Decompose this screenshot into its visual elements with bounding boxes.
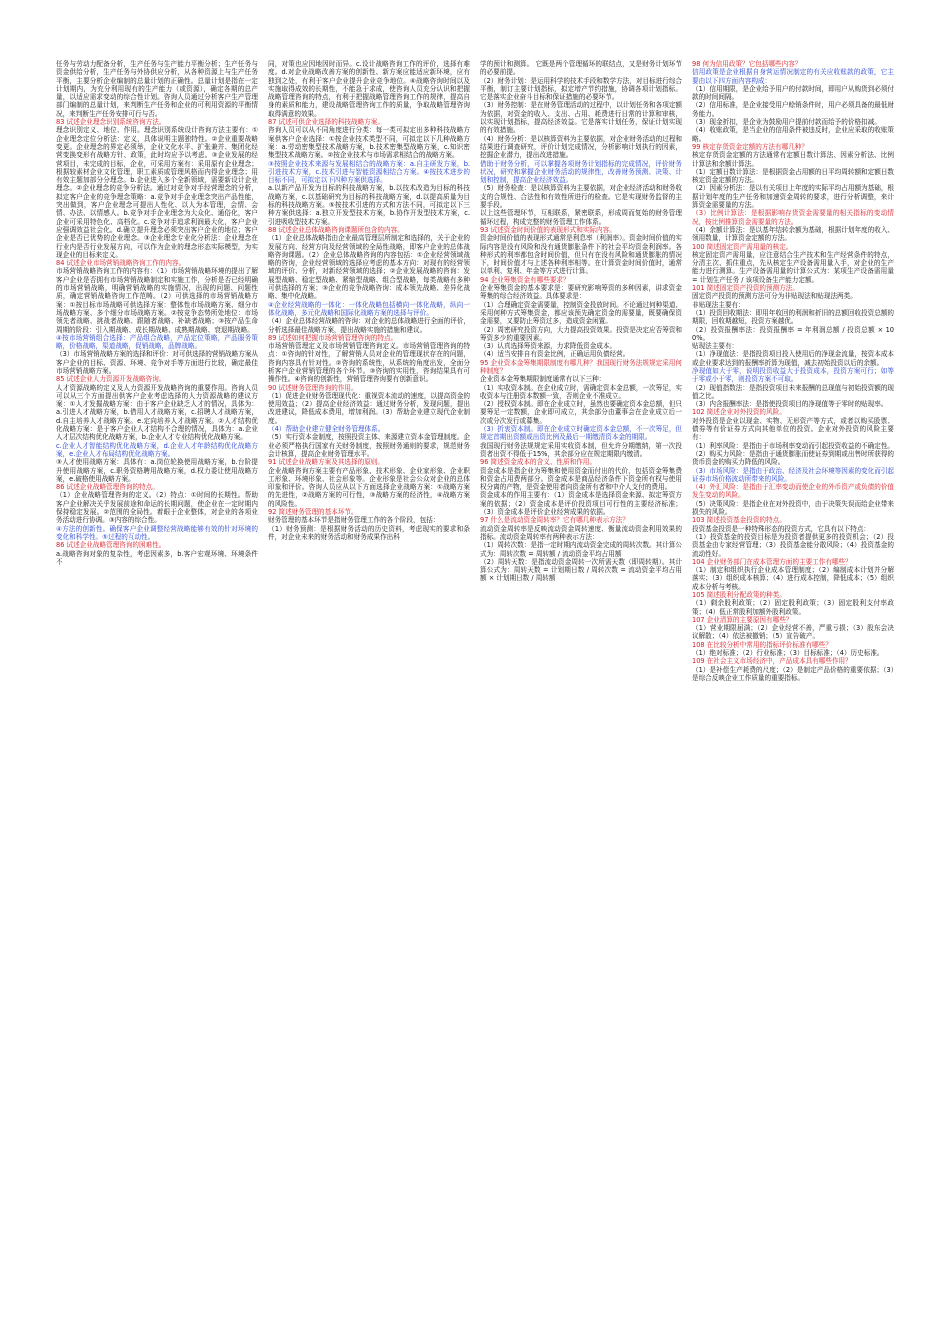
- paragraph: （1）净现值法：是指投资项目投入使用后的净现金流量，按资本成本或企业要求达到的报酬率折算为现值，减去初始投资以后的余额。: [692, 350, 894, 367]
- question-heading: 105 简述股利分配政策的种类。: [692, 591, 786, 599]
- paragraph: 核定固定资产需用量，应注意结合生产技术和生产经营条件的特点，分清主次、抓住重点，先从核定生产设备需用量入手，对企业的生产能力进行测算。生产设备需用量的计算公式为：某项生产设备需用量 = 计划生产任务 / 该项设备生产能力定额。: [692, 250, 894, 284]
- paragraph: 资金时间价值的表现形式通常是利息率（利润率）。资金时间价值的实际内容是没有风险和没有通货膨胀条件下的社会平均资金利润率。各种形式的利率都包含时间价值，但只有在没有风险和通货膨胀的情况下，时间价值才与上述各种利率相等。在计算资金时间价值时，通常以单利、复利、年金等方式进行计算。: [480, 234, 682, 276]
- paragraph: 企业资本金筹集期限制度通常有以下三种：: [480, 375, 606, 384]
- paragraph: ③人才使用战略方案：具体有：a.岗位轮换使用战略方案，b.台阶提升使用战略方案，c.职务资格聘用战略方案，d.权力委让使用战略方案，e.破格使用战略方案。: [56, 458, 258, 483]
- paragraph: （5）实行资本金制度，按照投资主体、来源建立资本金管理制度。企业必须严格执行国家有关财务制度，按照财务通则的要求，规范财务会计核算，提高企业财务管理水平。: [268, 433, 470, 458]
- paragraph: 任务与劳动力配备分析，生产任务与生产能力平衡分析；生产任务与资金供给分析，生产任务与外协供应分析，从各种资源上与生产任务平衡，主要分析企业编制的总量计划的正确性。总量计划是指在一定计划期内，为充分利用现有的生产能力（或资源），确定各期的总产量，以适应需求变动的综合性计划。咨询人员通过分析客户生产管理部门编制的总量计划，来判断生产任务和企业的可利用资源的平衡情况，来判断生产任务安排可行与否。: [56, 60, 258, 118]
- question-heading: 97 什么是流动资金周转率？它有哪几种表示方法？: [480, 516, 629, 525]
- question-heading: （3）比例计算法：是根据影响存货资金需要量的相关指标的变动情况，按比例推算资金需要量的方法。: [692, 209, 894, 226]
- paragraph: （1）企业总体战略指由企业最高管理层所制定和选择的，关于企业的发展方向、经营方向及经营领域的全局性战略，即客户企业的总体战略咨询课题。（2）企业总体战略咨询的内容包括：①企业经营领域战略的咨询，企业经营领域的选择应考虑的基本方向：对现有的经营领域的评价、分析，对新经营领域的选择；②企业发展战略的咨询：发展型战略、稳定型战略、紧缩型战略、组合型战略，每类战略有多种可供选择的方案；③企业的竞争战略咨询：成本领先战略、差异化战略、集中化战略。: [268, 234, 470, 301]
- paragraph: 投资基金投资是一种特殊形态的投资方式，它具有以下特点：: [692, 524, 871, 533]
- paragraph: （3）内含报酬率法：是指使投资项目的净现值等于零时的贴现率。: [692, 400, 888, 409]
- paragraph: （3）折衷资本制。即在企业成立时确定资本金总额，不一次筹足，但规定首期出资额或出资比例及最后一期缴清资本金的期限。: [480, 425, 682, 442]
- paragraph: （5）财务检查：是以核算资料为主要依据，对企业经济活动和财务收支的合规性、合法性和有效性所进行的检查。它是实现财务监督的主要手段。: [480, 184, 682, 210]
- paragraph: 固定资产投资的预测方法可分为非贴现法和贴现法两类。: [692, 292, 857, 301]
- paragraph: （1）促进企业财务管理现代化：重视资本流动的速度，以提高资金的使用效益；（2）提高企业经济效益：通过财务分析，发现问题，提出改进建议，降低成本费用，增加利润。（3）帮助企业建立现代企业制度。: [268, 391, 470, 425]
- paragraph: （5）决策风险：是指企业在对外投资中，由于决策失误而给企业带来损失的风险。: [692, 499, 894, 517]
- paragraph: （1）营业期限届满；（2）企业经营不善，严重亏损；（3）股东会决议解散；（4）依法被撤销；（5）宣告破产。: [692, 624, 894, 641]
- question-heading: 89 试述如何把握市场营销管理咨询的特点。: [268, 333, 398, 342]
- paragraph: 以上这些管理环节，互相联系，紧密联系，形成周而复始的财务管理循环过程，构成完整的财务管理工作体系。: [480, 209, 682, 226]
- paragraph: （1）定额日数计算法：是根据资金占用额的日平均周转额和定额日数核定资金定额的方法。: [692, 167, 894, 185]
- question-heading: 83 试述企业理念识别系统咨询方法。: [56, 118, 166, 127]
- question-heading: 92 简述财务管理的基本环节。: [268, 508, 358, 517]
- question-heading: 88 试述企业总体战略咨询课题所包含的内容。: [268, 225, 404, 234]
- paragraph: （3）财务控制：是在财务管理活动的过程中，以计划任务和各项定额为依据，对资金的收入、支出、占用、耗费进行日常的计算和审核，以实现计划指标，提高经济效益。它是落实计划任务，保证计划实现的有效措施。: [480, 101, 682, 135]
- paragraph: （2）信用标准，是企业接受用户赊销条件时，用户必须具备的最低财务能力。: [692, 101, 894, 118]
- question-heading: 91 试述企业战略方案及其选择的原则。: [268, 458, 384, 467]
- paragraph: 市场营销战略咨询工作的内容有：（1）市场营销战略环境的提出了解客户企业是否拥有市场营销战略制定和实施工作，分析是否已经明确的市场营销战略，明确营销战略的实施情况，出现的问题、问题性质，确定营销战略咨询工作范畴。（2）可供选择的市场营销战略方案：①按目标市场战略可供选择方案：整体性市场战略方案、细分市场战略方案、多个细分市场战略方案。②按竞争态势所处地位：市场领先者战略、挑战者战略、跟随者战略、补缺者战略；③按产品生命周期的阶段：引入期战略、成长期战略、成熟期战略、衰退期战略。: [56, 267, 258, 334]
- paragraph: 非贴现法主要有：: [692, 300, 745, 309]
- paragraph: ③按照企业技术来源与发展相结合的战略方案：a.自主研发方案，b.引进技术方案，c.技术引进与智能资源相结合方案。④按技术进步的目标不同，可拟定以下四种方案供选择。: [268, 159, 470, 185]
- paragraph: 同，对策也应因地因时而异。c.设计战略咨询工作的评价，选择有难度。d.对企业战略改善方案的创新性、新方案应能适应新环境，应有独到之处，有利于客户企业提升企业竞争地位。⑥战略咨询时间以及实施取得成效的长期性，不能急于求成，使咨询人员充分认识和把握战略管理咨询的特点，有利于把握战略管理咨询工作的规律，提高自身的素质和能力，建设战略管理咨询工作的质量，争取战略管理咨询取得满意的效果。: [268, 60, 470, 118]
- paragraph: 核定存货资金定额的方法通常有定额日数计算法、因素分析法、比例计算法和余额计算法。: [692, 151, 894, 168]
- question-heading: 98 何为信用政策？它包括哪些内容？: [692, 60, 802, 68]
- paragraph: （1）财务预测：是根据财务活动的历史资料，考虑现实的要求和条件，对企业未来的财务活动和财务成果作出科: [268, 524, 470, 541]
- paragraph: （2）周密研究投资方向，大力提高投资效果。投资是决定应否筹资和筹资多少的重要因素。: [480, 325, 682, 342]
- question-heading: 101 简述固定资产投资的预测方法。: [692, 284, 799, 293]
- paragraph: 企业筹集资金的基本要求是：要研究影响筹资的多种因素，讲求资金筹集的综合经济效益。具体要求是：: [480, 284, 682, 301]
- column-2: [268, 60, 470, 1304]
- paragraph: 理念识别定义、地位、作用。理念识别系统设计咨询方法主要有：①企业理念定位分析法：定义，具体说明主题独特性。②企业重要战略变更。企业理念的界定必须举，企业文化水平、扩张兼并、集团化经营变换变形有战略方针、政策，此时均应予以考虑。③企业发展的经营项目，未完成的目标，企业，可采用方案有：采用原有企业理念；根据较素材企业文化管理，职工素质或管理风格而内得企业理念；用有效主题加部分分理念。b.企业进入多个全新领域，需要新设计企业理念。②企业理念的竞争分析法。通过对竞争对手经营理念的分析，拟定客户企业的竞争理念策略：a.竞争对手企业理念突出产品性能，突出做到，客户企业理念可提出人性化、以人为本管理，会情、会情、办法、以情感人。b.竞争对手企业理念为大众化、通俗化，客户企业可采用特色化、高档化。c.竞争对手追求利润最大化，客户企业应强调效益社会化。d.确立提升理念必须突出客户企业的地位；客户企业是否已优势的企业理念。③企业理念专业化分析法：企业理念在行业内是否行业发展方向，可以作为企业的理念形态实际模型，为实现企业的目标来定义。: [56, 126, 258, 259]
- question-heading: 86 试述企业战略管理咨询的困难性。: [56, 541, 166, 550]
- question-heading: 99 核定存货资金定额的方法有哪几种？: [692, 142, 808, 151]
- paragraph: 财务管理的基本环节是指财务管理工作的各个阶段，包括：: [268, 516, 440, 525]
- paragraph: 咨询人员可以从不同角度进行分类：每一类可拟定出多种科技战略方案供客户企业选择：①按企业技术类型不同，可拟定以下几种战略方案：a.劳动密集型技术战略方案，b.技术密集型战略方案，c.知识密集型技术战略方案。②按企业技术与市场需求相结合的战略方案。: [268, 126, 470, 160]
- question-heading: 109 在社会主义市场经济中，产品成本具有哪些作用？: [692, 657, 852, 666]
- paragraph: 借助于财务分析，可以掌握各项财务计划指标的完成情况，评价财务状况，研究和掌握企业财务活动的规律性，改善财务预测、决策、计划和控制，提高企业经济效益。: [480, 159, 682, 185]
- paragraph: （1）企业战略管理咨询的定义。（2）特点：①时间的长期性。帮助客户企业解决关乎发展前途和命运的长期问题，使企业在一定时期内保持稳定发展。②范围的全局性。着眼于企业整体，对企业的各项业务活动进行协调。③内容的综合性。: [56, 491, 258, 525]
- paragraph: （2）投资报酬率法：投资报酬率 = 年利润总额 / 投资总额 × 100%。: [692, 325, 894, 342]
- paragraph: （1）实收资本制。在企业成立时，需确定资本金总额，一次筹足，实收资本与注册资本数额一致，否则企业不准成立。: [480, 383, 682, 400]
- paragraph: c.企业人才智能结构优化战略方案，d.企业人才年龄结构优化战略方案，e.企业人才布局结构优化战略方案。: [56, 441, 258, 458]
- paragraph: （3）认真选择筹资来源，力求降低资金成本。: [480, 342, 617, 351]
- question-heading: 96 简述资金成本的含义、性质和作用。: [480, 458, 596, 467]
- paragraph: （1）制定和组织执行企业成本管理制度；（2）编制成本计划并分解落实；（3）组织成本核算；（4）进行成本控制，降低成本；（5）组织成本分析与考核。: [692, 566, 894, 591]
- paragraph: （2）周转天数：是指流动资金周转一次所需天数（即周转期）。其计算公式为：周转天数 = 计划期日数 / 周转次数 = 流动资金平均占用额 × 计划期日数 / 周转额: [480, 557, 682, 583]
- paragraph: （4）收账政策，是当企业的信用条件被违反时，企业应采取的收账策略。: [692, 126, 894, 143]
- paragraph: 资金成本是指企业为筹集和使用资金而付出的代价，包括资金筹集费和资金占用费两部分。资金成本是商品经济条件下资金所有权与使用权分离的产物，是资金使用者向资金所有者和中介人支付的费用。: [480, 466, 682, 492]
- paragraph: ④企业经营战略的一体化：一体化战略包括横向一体化战略，纵向一体化战略，多元化战略和国际化战略方案的选择与评价。: [268, 300, 470, 317]
- column-3: [480, 60, 682, 1304]
- paragraph: （4）帮助企业建立健全财务管理体系。: [268, 425, 385, 434]
- paragraph: a.战略咨询对象的复杂性，考虑因素多，b.客户宏观环境、环境条件不: [56, 549, 258, 566]
- paragraph: 对外投资是企业以现金、实物、无形资产等方式，或者以购买股票、债券等有价证券方式向其他单位的投资。企业对外投资的风险主要有：: [692, 416, 894, 442]
- question-heading: 102 简述企业对外投资的风险。: [692, 408, 786, 417]
- paragraph: 信用政策是企业根据自身营运情况制定的有关应收账款的政策，它主要由以下四方面内容构成：: [692, 68, 894, 85]
- paragraph: ④方法的创新性。确保客户企业调整经营战略能够有效的针对环境的变化和科学性。⑤过程的互动性。: [56, 524, 258, 541]
- paragraph: 资金成本的作用主要有：（1）资金成本是选择资金来源、拟定筹资方案的依据；（2）资金成本是评价投资项目可行性的主要经济标准；（3）资金成本是评价企业经营成果的依据。: [480, 491, 682, 517]
- question-heading: 108 在比较分析中常用的指标评价标准有哪些？: [692, 640, 832, 649]
- question-heading: 103 简述投资基金投资的特点。: [692, 516, 786, 525]
- paragraph: （2）授权资本制。即在企业成立时，虽然也要确定资本金总额，但只要筹足一定数额，企业即可成立，其余部分由董事会在企业成立后一次或分次发行或募集。: [480, 400, 682, 425]
- paragraph: 市场营销管理定义及市场营销管理咨询定义。市场营销管理咨询的特点：①咨询的针对性，了解营销人员对企业的管理现状存在的问题，咨询内容具有针对性。②咨询的系统性，从系统的角度出发，全面分析客户企业营销管理的各个环节。③咨询的实用性，咨询结果具有可操作性。④咨询的创新性，营销管理咨询要有创新意识。: [268, 342, 470, 384]
- question-heading: 85 试述企业人力资源开发战略咨询。: [56, 375, 166, 384]
- column-4: [692, 60, 894, 1304]
- paragraph: （4）余额计算法：是以基年结转余额为基础，根据计划年度的收入、领用数量，计算资金定额的方法。: [692, 225, 894, 243]
- question-heading: 86 试述企业战略管理咨询的特点。: [56, 483, 159, 492]
- paragraph: ④按市场营销组合选择：产品组合战略，产品定位策略，产品服务策略，价格战略，渠道战略，促销战略，品牌战略。: [56, 333, 258, 351]
- paragraph: （1）合理确定资金需要量，控制资金投放时间。不论通过何种渠道、采用何种方式筹集资金，都应该预先确定资金的需要量，既要确保资金需要，又要防止筹资过多，造成资金闲置。: [480, 300, 682, 326]
- paragraph: （2）因素分析法：是以有关项目上年度的实际平均占用额为基础，根据计划年度的生产任务和加速资金周转的要求，进行分析调整，来计算资金需要量的方法。: [692, 184, 894, 210]
- paragraph: 净现值如大于零，说明投资收益大于投资成本，投资方案可行；如等于零或小于零，则投资方案不可取。: [692, 366, 894, 384]
- paragraph: （4）财务分析：是以核算资料为主要依据，对企业财务活动的过程和结果进行调查研究，评价计划完成情况，分析影响计划执行的因素，挖掘企业潜力，提出改进措施。: [480, 134, 682, 160]
- question-heading: 93 试述资金时间价值的表现形式和实际内容。: [480, 225, 616, 234]
- paragraph: 我国现行财务法规规定采用实收资本制，但允许分期缴纳，第一次投资者出资不得低于15%，其余部分应在规定期限内缴清。: [480, 441, 682, 458]
- question-heading: 107 企业清算的主要原因有哪些？: [692, 615, 793, 624]
- column-1: [56, 60, 258, 1304]
- question-heading: 100 简述固定资产需用量的核定。: [692, 242, 793, 251]
- question-heading: 94 企业筹集资金有哪些要求？: [480, 275, 570, 284]
- paragraph: （3）市场营销战略方案的选择和评价：对可供选择的营销战略方案从客户企业的目标、资源、环境、竞争对手等方面进行比较，确定最佳市场营销战略方案。: [56, 350, 258, 375]
- paragraph: （3）现金折扣，是企业为鼓励用户提前付款而给予的价格扣减。: [692, 118, 881, 127]
- paragraph: （1）投资基金的投资目标是为投资者提供更多的投资机会；（2）投资基金由专家经营管理；（3）投资基金能分散风险；（4）投资基金的流动性好。: [692, 532, 894, 558]
- paragraph: （1）绝对标准；（2）行业标准；（3）目标标准；（4）历史标准。: [692, 649, 884, 658]
- paragraph: （1）剩余股利政策；（2）固定股利政策；（3）固定股利支付率政策；（4）低正常股利加额外股利政策。: [692, 599, 894, 616]
- paragraph: 学的预计和测算。 它既是两个管理循环的联结点，又是财务计划环节的必要前提。: [480, 60, 682, 77]
- question-heading: 90 试述财务管理咨询的作用。: [268, 383, 358, 392]
- paragraph: （1）投资回收期法：即用年收回的利润和折旧的总额回收投资总额的期限，回收期越短，投资方案越优。: [692, 308, 894, 326]
- paragraph: a.以新产品开发为目标的科技战略方案，b.以技术改造为目标的科技战略方案，c.以基础研究为目标的科技战略方案，d.以提高质量为目标的科技战略方案。⑤按技术引进的方式和方法不同，可拟定以下三种方案供选择：a.独立开发型技术方案，b.协作开发型技术方案，c.引进吸收型技术方案。: [268, 184, 470, 226]
- paragraph: （2）财务计划：是运用科学的技术手段和数学方法，对目标进行综合平衡，制订主要计划指标，拟定增产节约措施，协调各项计划指标。它是落实企业奋斗目标和保证措施的必要环节。: [480, 76, 682, 102]
- question-heading: 84 试述企业市场营销战略咨询工作的内容。: [56, 259, 186, 268]
- paragraph: 贴现法主要有：: [692, 342, 739, 351]
- paragraph: （2）现值指数法：是指投资项目未来报酬的总现值与初始投资额的现值之比。: [692, 383, 894, 400]
- paragraph: 流动资金周转率是反映流动资金周转速度、衡量流动资金利用效果的指标。流动资金周转率有两种表示方法：: [480, 524, 682, 541]
- paragraph: （4）企业总体经营战略的咨询：对企业的总体战略进行全面的评价，分析选择最佳战略方案，提出战略实施的措施和建议。: [268, 317, 470, 334]
- paragraph: （1）是补偿生产耗费的尺度；（2）是制定产品价格的重要依据；（3）是综合反映企业工作质量的重要指标。: [692, 665, 894, 682]
- paragraph: 人才资源战略的定义及人力资源开发战略咨询的重要作用。咨询人员可以从三个方面提出供客户企业考虑选择的人力资源战略的建议方案：①人才发掘战略方案：由于客户企业缺乏人才的情况，具体为：a.引进人才战略方案，b.借用人才战略方案，c.招聘人才战略方案，d.自主培养人才战略方案。e.定向培养人才战略方案。②人才结构优化战略方案：是于客户企业人才结构不合理的情况，具体为：a.企业人才层次结构优化战略方案，b.企业人才专业结构优化战略方案。: [56, 383, 258, 442]
- question-heading: 104 企业财务部门在成本管理方面的主要工作有哪些？: [692, 557, 852, 566]
- text-columns: [56, 60, 894, 1304]
- paragraph: （1）周转次数：是指一定时期内流动资金完成的周转次数。其计算公式为：周转次数 = 周转额 / 流动资金平均占用额: [480, 541, 682, 558]
- question-heading: 95 企业资本金筹集期限制度有哪几种？我国现行财务法规规定采用何种制度？: [480, 358, 682, 375]
- question-heading: 87 试述可供企业选择的科技战略方案。: [268, 118, 384, 127]
- paragraph: （3）市场风险：是指由于政治、经济及社会环境等因素的变化而引起证券市场价格波动所带来的风险。: [692, 466, 894, 483]
- paragraph: （4）适当安排自有资金比例，正确运用负债经营。: [480, 350, 630, 359]
- paragraph: （2）购买力风险：是指由于通货膨胀而使证券到期或出售时所获得的货币资金的购买力降低的风险。: [692, 449, 894, 467]
- paragraph: （1）利率风险：是指由于市场利率变动而引起投资收益的不确定性。: [692, 441, 894, 450]
- paragraph: （1）信用期限，是企业给予用户的付款时间，即用户从购货到必须付款的时间间隔。: [692, 84, 894, 102]
- question-heading: （4）外汇风险：是指由于汇率变动而使企业的外币资产或负债的价值发生变动的风险。: [692, 483, 894, 500]
- paragraph: 企业战略咨询方案主要有产品形象、技术形象、企业家形象、企业职工形象、环境形象、社会形象等。企业形象是社会公众对企业的总体印象和评价。咨询人员应从以下方面选择企业战略方案：①战略方案的先进性，②战略方案的可行性，③战略方案的经济性，④战略方案的风险性。: [268, 466, 470, 508]
